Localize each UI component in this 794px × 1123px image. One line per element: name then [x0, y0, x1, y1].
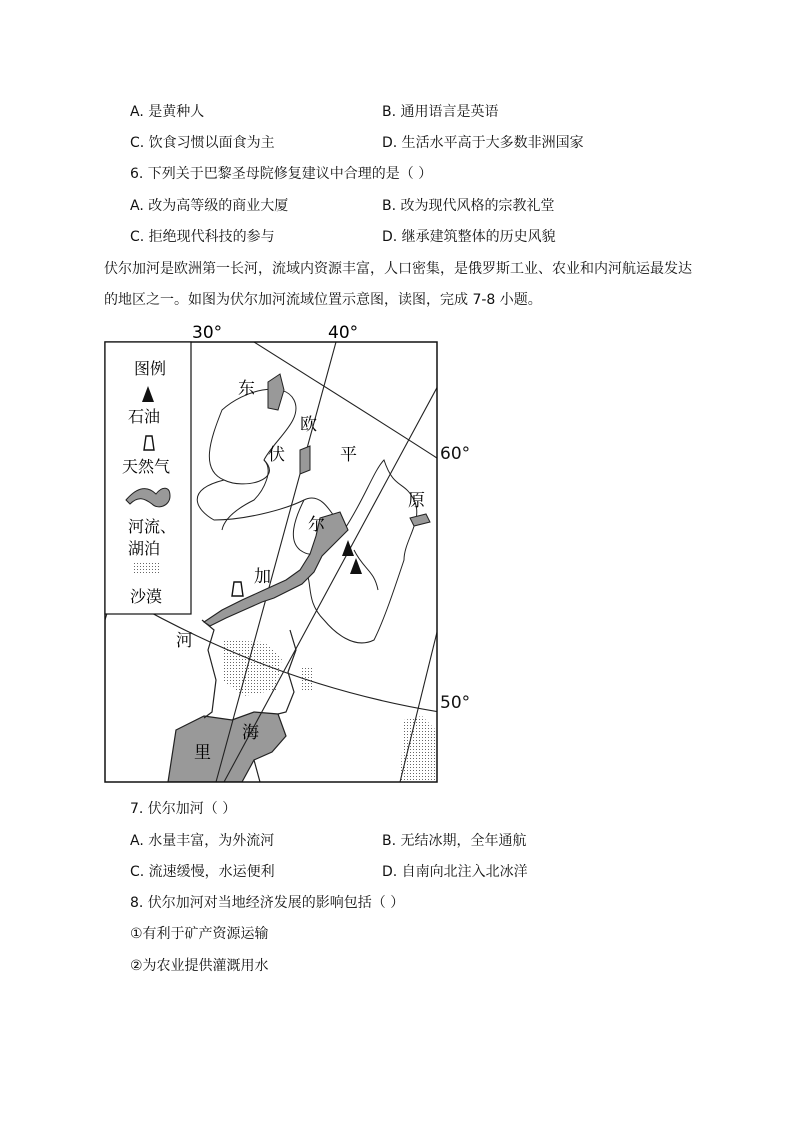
lon-label-30: 30° — [192, 323, 223, 343]
q7-option-b: B. 无结冰期，全年通航 — [382, 833, 527, 849]
lat-label-60: 60° — [440, 444, 471, 464]
volga-river — [204, 512, 348, 626]
desert-patch-small — [300, 668, 312, 692]
legend-desert-icon — [134, 562, 160, 574]
lon-label-40: 40° — [328, 323, 359, 343]
q5-option-d: D. 生活水平高于大多数非洲国家 — [382, 135, 584, 151]
legend-river-label-1: 河流、 — [128, 517, 177, 536]
lake-central — [300, 446, 310, 474]
q6-option-c: C. 拒绝现代科技的参与 — [130, 229, 275, 245]
q8-item-1: ①有利于矿产资源运输 — [130, 926, 269, 942]
q7-stem: 7. 伏尔加河（ ） — [130, 801, 237, 817]
legend-gas-icon — [144, 436, 154, 450]
map-label-ping: 平 — [340, 445, 357, 465]
basin-boundary-northwest — [209, 389, 296, 484]
map-label-jia: 加 — [254, 567, 271, 587]
river-east-tributary — [410, 514, 430, 526]
map-label-fu: 伏 — [268, 445, 285, 465]
legend-title: 图例 — [134, 359, 167, 378]
oil-marker-1 — [342, 540, 354, 556]
q5-option-c: C. 饮食习惯以面食为主 — [130, 135, 275, 151]
q7-option-c: C. 流速缓慢，水运便利 — [130, 864, 275, 880]
passage-line-2: 的地区之一。如图为伏尔加河流域位置示意图，读图，完成 7-8 小题。 — [104, 292, 542, 308]
legend-gas-label: 天然气 — [122, 457, 171, 476]
q5-option-b: B. 通用语言是英语 — [382, 104, 499, 120]
map-label-li: 里 — [194, 743, 211, 763]
coast-east — [278, 630, 296, 714]
q8-stem: 8. 伏尔加河对当地经济发展的影响包括（ ） — [130, 895, 405, 911]
q7-option-a: A. 水量丰富，为外流河 — [130, 833, 275, 849]
coast-west — [202, 620, 216, 718]
parallel-60 — [254, 342, 440, 460]
q6-option-a: A. 改为高等级的商业大厦 — [130, 198, 289, 214]
legend-river-label-2: 湖泊 — [128, 539, 161, 558]
map-label-dong: 东 — [238, 379, 255, 399]
map-label-yuan: 原 — [408, 491, 425, 511]
map-svg — [104, 320, 440, 784]
q7-option-d: D. 自南向北注入北冰洋 — [382, 864, 528, 880]
map-label-ou: 欧 — [300, 415, 317, 435]
q6-option-b: B. 改为现代风格的宗教礼堂 — [382, 198, 555, 214]
caspian-sea — [168, 712, 286, 782]
legend-oil-label: 石油 — [128, 407, 161, 426]
lake-north — [268, 374, 284, 410]
gas-marker — [232, 582, 243, 596]
map-label-he: 河 — [176, 631, 193, 651]
map-label-er: 尔 — [308, 515, 325, 535]
legend-desert-label: 沙漠 — [130, 587, 163, 606]
desert-southeast — [400, 716, 436, 782]
passage-line-1: 伏尔加河是欧洲第一长河，流域内资源丰富，人口密集，是俄罗斯工业、农业和内河航运最发达 — [104, 261, 692, 277]
q8-item-2: ②为农业提供灌溉用水 — [130, 958, 269, 974]
lat-label-50: 50° — [440, 693, 471, 713]
q5-option-a: A. 是黄种人 — [130, 104, 205, 120]
q6-option-d: D. 继承建筑整体的历史风貌 — [382, 229, 556, 245]
map-label-hai: 海 — [242, 723, 259, 743]
q6-stem: 6. 下列关于巴黎圣母院修复建议中合理的是（ ） — [130, 166, 433, 182]
volga-basin-map — [104, 320, 440, 784]
